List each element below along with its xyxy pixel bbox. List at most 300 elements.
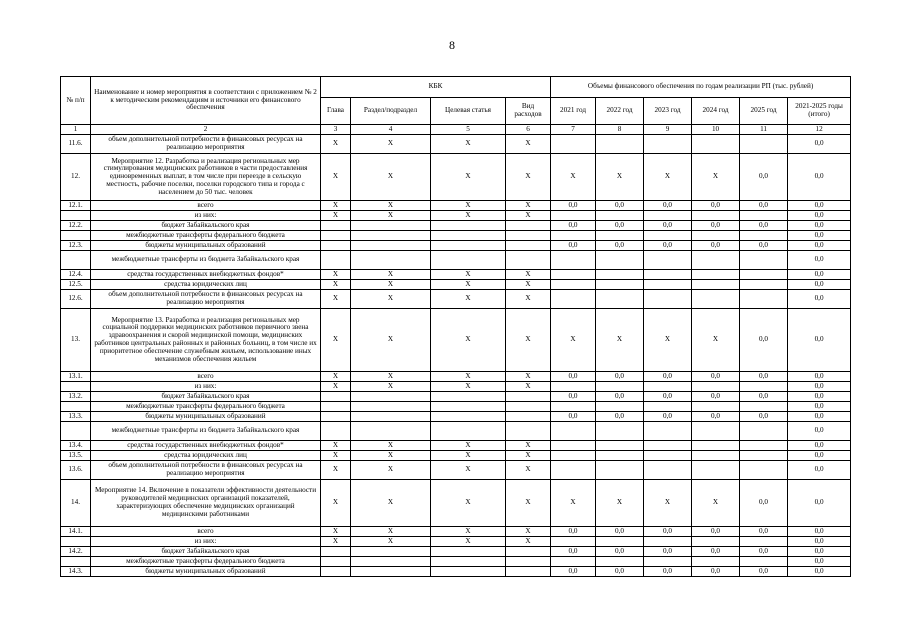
table-cell (431, 392, 506, 402)
table-row (61, 422, 851, 441)
table-cell: 0,0 (788, 567, 851, 577)
table-cell (551, 251, 596, 270)
table-cell (596, 422, 644, 441)
table-cell (596, 290, 644, 309)
table-cell: 0,0 (692, 201, 740, 211)
table-cell: 0,0 (551, 567, 596, 577)
row-name-cell: бюджеты муниципальных образований (91, 241, 321, 251)
table-cell (351, 567, 431, 577)
table-cell: X (321, 441, 351, 451)
table-cell: X (351, 372, 431, 382)
column-number-cell: 6 (506, 125, 551, 135)
table-cell (644, 135, 692, 154)
table-cell (551, 135, 596, 154)
table-row (61, 201, 851, 211)
row-name-cell: всего (91, 527, 321, 537)
table-cell: 0,0 (788, 451, 851, 461)
header-kbk: КБК (321, 77, 551, 98)
table-cell: 0,0 (740, 567, 788, 577)
table-cell (431, 241, 506, 251)
table-cell (431, 251, 506, 270)
row-name-cell: объем дополнительной потребности в финансовых ресурсах на реализацию мероприятия (91, 461, 321, 480)
table-cell: X (551, 480, 596, 527)
table-cell: X (596, 154, 644, 201)
table-cell (431, 547, 506, 557)
table-cell: X (321, 290, 351, 309)
table-cell: 0,0 (596, 567, 644, 577)
table-cell (321, 221, 351, 231)
row-name-cell: бюджет Забайкальского края (91, 547, 321, 557)
column-number-cell: 12 (788, 125, 851, 135)
table-cell: 0,0 (740, 309, 788, 372)
table-cell: X (351, 270, 431, 280)
row-name-cell: Мероприятие 14. Включение в показатели эффективности деятельности руководителей медицинских организаций показателей, характеризующих обеспечение медицинских организаций медицинскими работниками (91, 480, 321, 527)
table-row (61, 537, 851, 547)
row-name-cell: Мероприятие 13. Разработка и реализация региональных мер социальной поддержки медицинских работников первичного звена здравоохранения и скорой медицинской помощи, медицинских работников центральных районных и районных больниц, в том числе их приоритетное обеспечение служебным жильем, использование иных механизмов обеспечения жильем (91, 309, 321, 372)
table-cell: 0,0 (788, 135, 851, 154)
table-cell (551, 537, 596, 547)
column-number-cell: 4 (351, 125, 431, 135)
table-cell: 0,0 (551, 392, 596, 402)
table-cell (740, 280, 788, 290)
table-cell: X (431, 154, 506, 201)
header-glava: Глава (321, 98, 351, 125)
table-cell (596, 135, 644, 154)
header-name: Наименование и номер мероприятия в соответствии с приложением № 2 к методическим рекомендациям и источники его финансового обеспечения (91, 77, 321, 125)
row-name-cell: бюджеты муниципальных образований (91, 412, 321, 422)
table-cell: X (321, 211, 351, 221)
table-cell (431, 412, 506, 422)
table-cell: 0,0 (644, 547, 692, 557)
table-cell: 0,0 (644, 201, 692, 211)
table-cell: X (351, 135, 431, 154)
table-cell: X (431, 537, 506, 547)
table-cell: 0,0 (644, 412, 692, 422)
table-cell: X (431, 382, 506, 392)
row-number-cell (61, 231, 91, 241)
table-cell (506, 241, 551, 251)
table-cell (431, 567, 506, 577)
table-cell (351, 412, 431, 422)
table-cell: 0,0 (740, 154, 788, 201)
column-number-cell: 7 (551, 125, 596, 135)
table-cell: 0,0 (692, 412, 740, 422)
row-number-cell (61, 422, 91, 441)
table-cell: 0,0 (788, 154, 851, 201)
table-cell: X (506, 537, 551, 547)
row-name-cell: объем дополнительной потребности в финансовых ресурсах на реализацию мероприятия (91, 290, 321, 309)
row-number-cell: 12.1. (61, 201, 91, 211)
table-cell: X (692, 154, 740, 201)
table-cell (551, 382, 596, 392)
table-cell: X (431, 270, 506, 280)
table-row (61, 557, 851, 567)
table-cell (644, 441, 692, 451)
table-cell: X (431, 201, 506, 211)
table-cell: 0,0 (788, 241, 851, 251)
table-cell (644, 251, 692, 270)
table-cell (351, 422, 431, 441)
table-cell (692, 557, 740, 567)
column-number-cell: 1 (61, 125, 91, 135)
table-cell: 0,0 (596, 392, 644, 402)
table-cell: 0,0 (788, 231, 851, 241)
table-cell: X (321, 527, 351, 537)
table-cell: X (506, 480, 551, 527)
table-row (61, 135, 851, 154)
header-razdel: Раздел/подраздел (351, 98, 431, 125)
table-cell (551, 461, 596, 480)
row-number-cell: 13.2. (61, 392, 91, 402)
table-row (61, 567, 851, 577)
table-cell: 0,0 (788, 422, 851, 441)
table-cell (692, 290, 740, 309)
table-cell: X (506, 280, 551, 290)
table-cell (551, 402, 596, 412)
table-cell: 0,0 (788, 392, 851, 402)
header-target: Целевая статья (431, 98, 506, 125)
table-cell: 0,0 (596, 372, 644, 382)
table-cell: 0,0 (788, 547, 851, 557)
row-number-cell: 11.6. (61, 135, 91, 154)
row-name-cell: всего (91, 201, 321, 211)
table-cell: 0,0 (692, 527, 740, 537)
table-cell: 0,0 (788, 280, 851, 290)
table-cell: 0,0 (692, 372, 740, 382)
table-cell: 0,0 (596, 221, 644, 231)
table-cell: 0,0 (551, 201, 596, 211)
table-cell: 0,0 (596, 527, 644, 537)
row-number-cell: 12.4. (61, 270, 91, 280)
table-cell (596, 382, 644, 392)
table-cell (692, 280, 740, 290)
row-name-cell: межбюджетные трансферты из бюджета Забайкальского края (91, 251, 321, 270)
table-cell (644, 422, 692, 441)
table-cell: X (551, 309, 596, 372)
table-cell (596, 211, 644, 221)
table-cell: 0,0 (788, 402, 851, 412)
table-cell (740, 451, 788, 461)
table-cell: 0,0 (788, 270, 851, 280)
column-number-cell: 8 (596, 125, 644, 135)
table-cell: X (644, 154, 692, 201)
financing-table (60, 76, 851, 577)
table-cell (321, 422, 351, 441)
table-cell: X (431, 441, 506, 451)
table-cell (596, 280, 644, 290)
table-cell (596, 251, 644, 270)
header-2022: 2022 год (596, 98, 644, 125)
table-cell: 0,0 (551, 241, 596, 251)
table-cell: X (431, 372, 506, 382)
table-cell: X (321, 382, 351, 392)
column-number-cell: 3 (321, 125, 351, 135)
table-cell (692, 422, 740, 441)
table-cell (551, 557, 596, 567)
table-cell (551, 451, 596, 461)
table-cell: X (351, 280, 431, 290)
row-number-cell: 12.5. (61, 280, 91, 290)
table-cell: X (321, 154, 351, 201)
row-number-cell: 13.3. (61, 412, 91, 422)
table-cell (351, 547, 431, 557)
table-row (61, 382, 851, 392)
row-number-cell: 12. (61, 154, 91, 201)
table-cell (692, 382, 740, 392)
row-number-cell: 12.6. (61, 290, 91, 309)
table-row (61, 441, 851, 451)
row-number-cell (61, 251, 91, 270)
table-cell: X (596, 309, 644, 372)
table-cell: X (431, 309, 506, 372)
table-cell: X (506, 135, 551, 154)
table-cell (431, 402, 506, 412)
row-number-cell: 14.2. (61, 547, 91, 557)
table-cell: X (506, 451, 551, 461)
table-cell (740, 382, 788, 392)
table-cell: X (431, 290, 506, 309)
table-cell (551, 211, 596, 221)
column-number-row (61, 125, 851, 135)
table-cell (692, 135, 740, 154)
table-cell: 0,0 (788, 461, 851, 480)
column-number-cell: 11 (740, 125, 788, 135)
table-cell (321, 547, 351, 557)
table-cell: X (692, 309, 740, 372)
table-cell: 0,0 (596, 412, 644, 422)
table-cell (506, 547, 551, 557)
row-name-cell: средства государственных внебюджетных фондов* (91, 441, 321, 451)
table-cell: X (351, 451, 431, 461)
row-name-cell: всего (91, 372, 321, 382)
row-number-cell: 12.2. (61, 221, 91, 231)
table-cell (596, 557, 644, 567)
table-cell (321, 557, 351, 567)
row-name-cell: средства государственных внебюджетных фондов* (91, 270, 321, 280)
row-number-cell (61, 382, 91, 392)
header-total: 2021-2025 годы (итого) (788, 98, 851, 125)
table-cell: 0,0 (740, 201, 788, 211)
table-cell (351, 557, 431, 567)
table-cell (644, 461, 692, 480)
table-cell: X (644, 480, 692, 527)
table-cell: 0,0 (788, 221, 851, 231)
table-row (61, 270, 851, 280)
table-cell (321, 241, 351, 251)
table-cell: 0,0 (596, 547, 644, 557)
table-cell (351, 241, 431, 251)
table-row (61, 231, 851, 241)
table-cell: X (351, 480, 431, 527)
table-cell: 0,0 (551, 527, 596, 537)
header-vid: Вид расходов (506, 98, 551, 125)
row-number-cell (61, 557, 91, 567)
table-cell: X (351, 527, 431, 537)
row-number-cell: 13.4. (61, 441, 91, 451)
table-row (61, 251, 851, 270)
row-number-cell: 12.3. (61, 241, 91, 251)
row-number-cell: 13.6. (61, 461, 91, 480)
table-row (61, 451, 851, 461)
table-cell: 0,0 (740, 372, 788, 382)
table-cell (740, 402, 788, 412)
table-cell: X (351, 154, 431, 201)
row-number-cell: 13.5. (61, 451, 91, 461)
table-cell: X (506, 201, 551, 211)
table-cell (506, 392, 551, 402)
table-cell: X (431, 480, 506, 527)
row-name-cell: межбюджетные трансферты федерального бюджета (91, 231, 321, 241)
row-name-cell: межбюджетные трансферты из бюджета Забайкальского края (91, 422, 321, 441)
table-cell: X (551, 154, 596, 201)
table-cell: X (506, 211, 551, 221)
table-cell: 0,0 (788, 412, 851, 422)
table-cell (431, 231, 506, 241)
table-cell (740, 422, 788, 441)
table-cell (506, 231, 551, 241)
table-row (61, 211, 851, 221)
row-name-cell: бюджет Забайкальского края (91, 221, 321, 231)
table-cell (740, 461, 788, 480)
table-cell: X (506, 309, 551, 372)
table-cell: 0,0 (788, 201, 851, 211)
table-cell: X (321, 309, 351, 372)
table-row (61, 221, 851, 231)
table-cell (740, 270, 788, 280)
table-cell: 0,0 (551, 372, 596, 382)
table-cell (351, 251, 431, 270)
table-cell (351, 392, 431, 402)
header-row (61, 77, 851, 98)
table-cell: 0,0 (788, 309, 851, 372)
header-num: № п/п (61, 77, 91, 125)
table-cell (351, 402, 431, 412)
row-name-cell: бюджеты муниципальных образований (91, 567, 321, 577)
table-cell (596, 441, 644, 451)
row-number-cell: 14.3. (61, 567, 91, 577)
table-cell: 0,0 (740, 527, 788, 537)
table-cell: X (351, 537, 431, 547)
table-cell (596, 537, 644, 547)
table-cell: 0,0 (644, 372, 692, 382)
table-cell (644, 382, 692, 392)
table-row (61, 547, 851, 557)
table-cell: X (506, 382, 551, 392)
table-cell: 0,0 (692, 567, 740, 577)
table-cell (596, 402, 644, 412)
table-cell: 0,0 (740, 392, 788, 402)
table-cell: X (351, 309, 431, 372)
table-cell (692, 231, 740, 241)
table-cell: X (506, 461, 551, 480)
table-cell: 0,0 (692, 547, 740, 557)
table-cell: X (431, 280, 506, 290)
row-number-cell: 13.1. (61, 372, 91, 382)
table-cell (644, 270, 692, 280)
table-cell (740, 231, 788, 241)
table-cell (321, 251, 351, 270)
header-2024: 2024 год (692, 98, 740, 125)
table-cell: X (351, 201, 431, 211)
table-cell: 0,0 (596, 241, 644, 251)
table-cell (596, 270, 644, 280)
table-cell: X (431, 451, 506, 461)
table-cell: X (321, 135, 351, 154)
row-name-cell: средства юридических лиц (91, 280, 321, 290)
table-cell: 0,0 (596, 201, 644, 211)
row-name-cell: межбюджетные трансферты федерального бюджета (91, 402, 321, 412)
table-cell (431, 557, 506, 567)
table-cell: 0,0 (788, 382, 851, 392)
table-cell: X (321, 537, 351, 547)
row-name-cell: средства юридических лиц (91, 451, 321, 461)
table-cell (692, 441, 740, 451)
table-cell: 0,0 (644, 221, 692, 231)
table-cell (351, 231, 431, 241)
table-row (61, 372, 851, 382)
table-cell (551, 290, 596, 309)
table-cell: 0,0 (788, 290, 851, 309)
table-cell (321, 392, 351, 402)
table-cell (740, 557, 788, 567)
table-cell (740, 537, 788, 547)
table-cell (506, 221, 551, 231)
row-number-cell: 13. (61, 309, 91, 372)
table-cell (351, 221, 431, 231)
table-row (61, 309, 851, 372)
table-cell: 0,0 (692, 241, 740, 251)
header-2023: 2023 год (644, 98, 692, 125)
table-cell: 0,0 (788, 372, 851, 382)
table-cell (692, 270, 740, 280)
table-cell (551, 270, 596, 280)
row-number-cell (61, 211, 91, 221)
row-number-cell: 14.1. (61, 527, 91, 537)
table-cell: X (506, 154, 551, 201)
table-cell: 0,0 (644, 527, 692, 537)
page-number: 8 (449, 38, 455, 52)
table-cell: X (692, 480, 740, 527)
table-cell: 0,0 (551, 221, 596, 231)
table-cell (321, 402, 351, 412)
table-row (61, 412, 851, 422)
table-cell: 0,0 (644, 392, 692, 402)
column-number-cell: 9 (644, 125, 692, 135)
table-cell: 0,0 (740, 221, 788, 231)
table-cell: 0,0 (644, 241, 692, 251)
table-cell (692, 211, 740, 221)
table-cell: 0,0 (551, 412, 596, 422)
table-cell (692, 251, 740, 270)
table-cell: X (506, 290, 551, 309)
table-cell (506, 402, 551, 412)
table-cell: X (351, 461, 431, 480)
table-cell (644, 211, 692, 221)
table-cell (596, 451, 644, 461)
table-cell (692, 402, 740, 412)
table-cell (431, 422, 506, 441)
table-body (61, 135, 851, 577)
table-cell (740, 441, 788, 451)
table-row (61, 527, 851, 537)
table-cell: 0,0 (740, 241, 788, 251)
table-cell (321, 231, 351, 241)
table-row (61, 154, 851, 201)
table-cell (551, 231, 596, 241)
table-cell: 0,0 (551, 547, 596, 557)
table-cell: X (351, 290, 431, 309)
table-cell: X (596, 480, 644, 527)
